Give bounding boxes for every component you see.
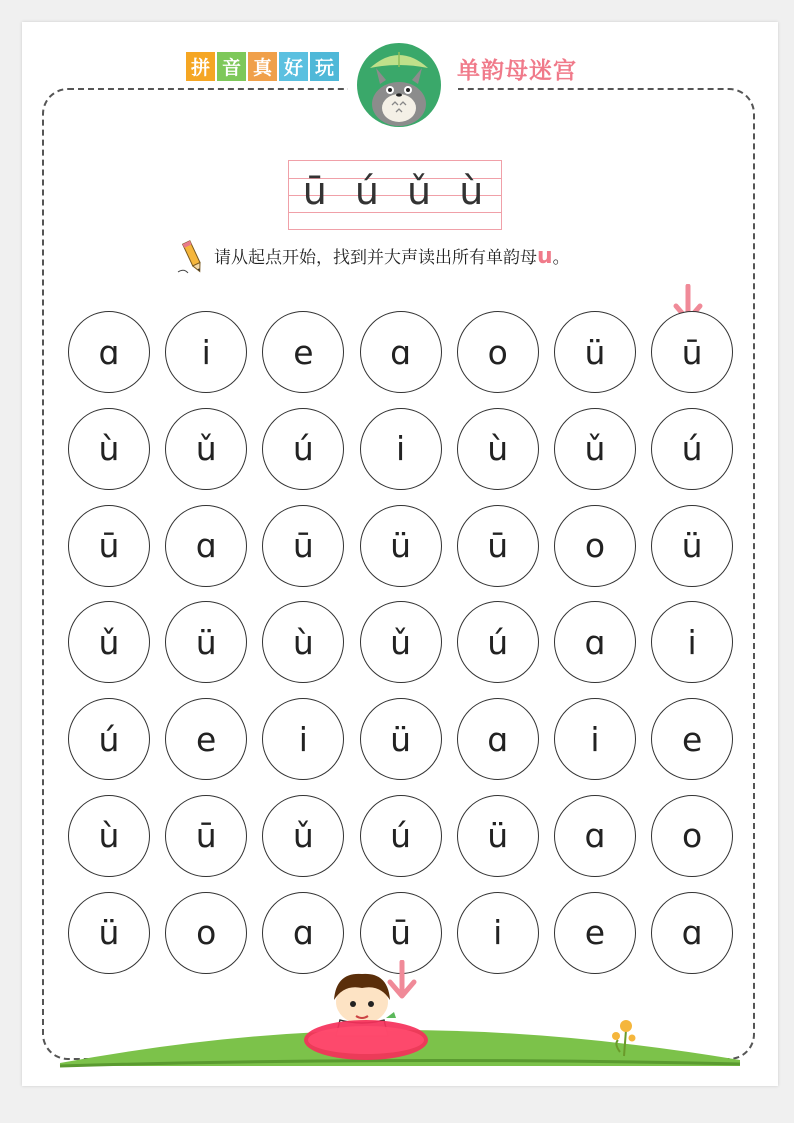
pencil-icon	[176, 238, 210, 276]
maze-cell[interactable]: i	[554, 698, 636, 780]
series-tag: 玩	[310, 52, 339, 81]
maze-cell[interactable]: ú	[457, 601, 539, 683]
maze-cell[interactable]: e	[554, 892, 636, 974]
series-tag: 音	[217, 52, 246, 81]
maze-cell[interactable]: ü	[554, 311, 636, 393]
instruction: 请从起点开始，找到并大声读出所有单韵母u。	[214, 244, 570, 269]
maze-cell[interactable]: ù	[262, 601, 344, 683]
maze-cell[interactable]: ǔ	[262, 795, 344, 877]
target-vowel: u	[537, 244, 553, 269]
maze-cell[interactable]: ü	[360, 698, 442, 780]
maze-cell[interactable]: ǔ	[360, 601, 442, 683]
series-tag: 真	[248, 52, 277, 81]
maze-cell[interactable]: ǔ	[554, 408, 636, 490]
totoro-logo	[356, 42, 442, 128]
maze-cell[interactable]: ɑ	[360, 311, 442, 393]
maze-cell[interactable]: ù	[68, 408, 150, 490]
maze-cell[interactable]: o	[651, 795, 733, 877]
maze-cell[interactable]: ú	[262, 408, 344, 490]
series-tag: 拼	[186, 52, 215, 81]
maze-cell[interactable]: ū	[651, 311, 733, 393]
maze-cell[interactable]: ü	[165, 601, 247, 683]
maze-cell[interactable]: ü	[457, 795, 539, 877]
maze-cell[interactable]: ū	[457, 505, 539, 587]
maze-cell[interactable]: ǔ	[68, 601, 150, 683]
maze-cell[interactable]: i	[651, 601, 733, 683]
maze-cell[interactable]: ǔ	[165, 408, 247, 490]
grass-scene	[40, 960, 760, 1070]
maze-cell[interactable]: o	[457, 311, 539, 393]
maze-cell[interactable]: i	[165, 311, 247, 393]
series-tag: 好	[279, 52, 308, 81]
maze-cell[interactable]: ü	[651, 505, 733, 587]
maze-cell[interactable]: ɑ	[165, 505, 247, 587]
maze-grid	[68, 311, 733, 974]
maze-cell[interactable]: o	[554, 505, 636, 587]
tone-display: ū ú ǔ ù	[302, 169, 488, 213]
maze-cell[interactable]: ū	[360, 892, 442, 974]
maze-cell[interactable]: ü	[360, 505, 442, 587]
maze-cell[interactable]: ù	[457, 408, 539, 490]
maze-cell[interactable]: ɑ	[457, 698, 539, 780]
maze-cell[interactable]: i	[262, 698, 344, 780]
maze-cell[interactable]: ú	[360, 795, 442, 877]
maze-cell[interactable]: i	[457, 892, 539, 974]
maze-cell[interactable]: ɑ	[68, 311, 150, 393]
maze-cell[interactable]: o	[165, 892, 247, 974]
maze-cell[interactable]: ɑ	[554, 601, 636, 683]
maze-cell[interactable]: ū	[165, 795, 247, 877]
tone-display-box	[288, 160, 502, 230]
maze-cell[interactable]: e	[651, 698, 733, 780]
maze-cell[interactable]: ú	[651, 408, 733, 490]
page-title: 单韵母迷宫	[457, 58, 577, 84]
maze-cell[interactable]: ú	[68, 698, 150, 780]
maze-cell[interactable]: ɑ	[262, 892, 344, 974]
maze-cell[interactable]: ɑ	[651, 892, 733, 974]
maze-cell[interactable]: ù	[68, 795, 150, 877]
maze-cell[interactable]: ū	[68, 505, 150, 587]
maze-cell[interactable]: e	[262, 311, 344, 393]
series-tags	[186, 52, 339, 81]
maze-cell[interactable]: ü	[68, 892, 150, 974]
maze-cell[interactable]: ɑ	[554, 795, 636, 877]
maze-cell[interactable]: i	[360, 408, 442, 490]
maze-cell[interactable]: e	[165, 698, 247, 780]
maze-cell[interactable]: ū	[262, 505, 344, 587]
